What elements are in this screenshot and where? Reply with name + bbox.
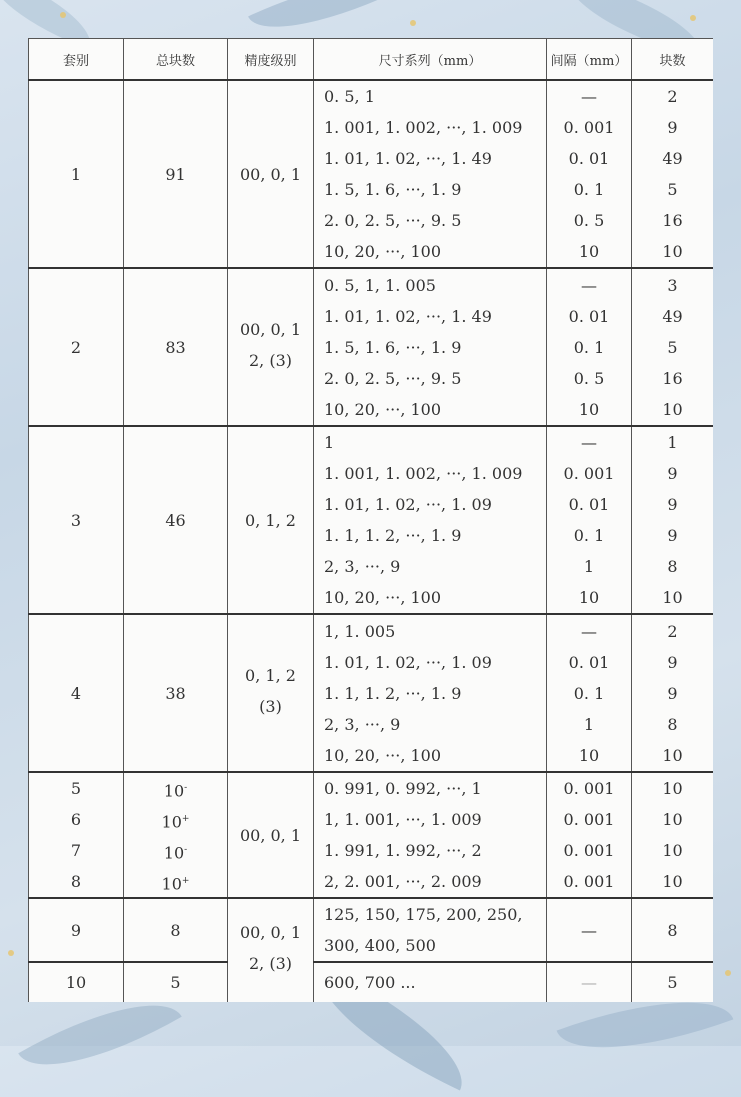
count-text: 5 xyxy=(667,337,678,357)
count-text: 10 xyxy=(662,242,683,261)
interval-text: 1 xyxy=(583,714,595,734)
total-text xyxy=(124,866,227,897)
set-cell: 1 xyxy=(29,80,124,268)
set-cell: 2 xyxy=(29,268,124,426)
interval-text: 0. 001 xyxy=(563,841,615,860)
total-cell: 83 xyxy=(124,268,228,426)
series-text: 1. 01, 1. 02, ···, 1. 09 xyxy=(324,652,492,672)
total-value: 10 xyxy=(163,843,185,863)
table-header-row xyxy=(29,39,714,81)
count-text: 3 xyxy=(667,275,678,295)
set-cell: 4 xyxy=(29,614,124,772)
total-cell xyxy=(124,772,228,898)
series-cell xyxy=(314,898,547,962)
grade-cell xyxy=(228,614,314,772)
series-text: 1. 01, 1. 02, ···, 1. 09 xyxy=(324,495,492,514)
series-cell xyxy=(314,426,547,614)
grade-cell: 0, 1, 2 xyxy=(228,426,314,614)
series-text: 1. 01, 1. 02, ···, 1. 49 xyxy=(324,149,492,168)
table-row xyxy=(29,962,714,1002)
series-text: 1 xyxy=(324,433,335,452)
header-interval: 间隔（mm） xyxy=(547,39,632,81)
series-text: 1. 991, 1. 992, ···, 2 xyxy=(324,841,482,860)
count-text: 10 xyxy=(662,588,683,607)
interval-text: 0. 1 xyxy=(573,337,605,357)
interval-text: 0. 001 xyxy=(563,872,615,891)
series-text: 2, 3, ···, 9 xyxy=(324,557,401,576)
interval-cell xyxy=(547,80,632,268)
count-text: 8 xyxy=(667,714,678,734)
header-count: 块数 xyxy=(632,39,714,81)
count-cell xyxy=(632,80,714,268)
gauge-block-table xyxy=(28,38,713,1002)
interval-cell xyxy=(547,426,632,614)
interval-text: 0. 01 xyxy=(568,306,610,326)
total-text xyxy=(124,804,227,835)
count-text: 16 xyxy=(662,368,683,388)
interval-text: 0. 1 xyxy=(573,180,605,199)
table-row xyxy=(29,426,714,614)
total-cell: 91 xyxy=(124,80,228,268)
count-text: 9 xyxy=(667,118,678,137)
count-text: 10 xyxy=(662,745,683,765)
count-text: 10 xyxy=(662,779,683,798)
sign-mark: + xyxy=(181,814,190,824)
interval-text: 10 xyxy=(578,745,600,765)
total-value: 10 xyxy=(163,781,185,801)
interval-text: — xyxy=(581,275,597,295)
grade-cell: 00, 0, 1 xyxy=(228,80,314,268)
interval-text: 0. 01 xyxy=(568,149,610,168)
series-cell xyxy=(314,268,547,426)
count-text: 16 xyxy=(662,211,683,230)
header-total: 总块数 xyxy=(124,39,228,81)
series-text: 10, 20, ···, 100 xyxy=(324,745,442,765)
series-text: 0. 5, 1, 1. 005 xyxy=(324,275,436,295)
series-text: 10, 20, ···, 100 xyxy=(324,399,442,419)
table-row xyxy=(29,80,714,268)
set-text: 6 xyxy=(70,810,82,829)
series-text: 1. 001, 1. 002, ···, 1. 009 xyxy=(324,464,523,483)
interval-text: 0. 001 xyxy=(563,464,615,483)
total-cell: 8 xyxy=(124,898,228,962)
count-text: 49 xyxy=(662,306,683,326)
interval-text: 0. 01 xyxy=(568,495,610,514)
series-text: 125, 150, 175, 200, 250, xyxy=(324,905,523,924)
series-text: 1. 1, 1. 2, ···, 1. 9 xyxy=(324,683,462,703)
grade-cell: 00, 0, 1 xyxy=(228,772,314,898)
set-text: 7 xyxy=(70,841,82,860)
table-row xyxy=(29,898,714,962)
interval-cell xyxy=(547,268,632,426)
count-text: 10 xyxy=(662,810,683,829)
series-text: 0. 5, 1 xyxy=(324,87,375,106)
series-text: 0. 991, 0. 992, ···, 1 xyxy=(324,779,482,798)
set-cell: 10 xyxy=(29,962,124,1002)
total-cell: 46 xyxy=(124,426,228,614)
series-cell: 600, 700 ... xyxy=(314,962,547,1002)
interval-text: 10 xyxy=(578,399,600,419)
interval-text: 0. 001 xyxy=(563,810,615,829)
count-text: 9 xyxy=(667,464,678,483)
interval-text: 0. 5 xyxy=(573,368,605,388)
set-text: 5 xyxy=(70,779,82,798)
series-text: 1, 1. 005 xyxy=(324,621,396,641)
header-set: 套别 xyxy=(29,39,124,81)
interval-text: 10 xyxy=(578,588,600,607)
table-row xyxy=(29,772,714,898)
count-text: 10 xyxy=(662,872,683,891)
set-cell: 9 xyxy=(29,898,124,962)
count-cell xyxy=(632,426,714,614)
count-text: 9 xyxy=(667,652,678,672)
total-value: 10 xyxy=(161,874,182,894)
count-cell xyxy=(632,614,714,772)
total-value: 10 xyxy=(161,812,182,832)
grade-cell xyxy=(228,268,314,426)
count-text: 2 xyxy=(667,87,678,106)
series-text: 10, 20, ···, 100 xyxy=(324,242,442,261)
series-text: 2. 0, 2. 5, ···, 9. 5 xyxy=(324,211,462,230)
interval-text: 0. 001 xyxy=(563,779,615,798)
gauge-block-table-page xyxy=(28,38,713,1002)
interval-text: 0. 01 xyxy=(568,652,610,672)
series-text: 1. 01, 1. 02, ···, 1. 49 xyxy=(324,306,492,326)
series-cell xyxy=(314,80,547,268)
header-grade: 精度级别 xyxy=(228,39,314,81)
count-text: 9 xyxy=(667,526,678,545)
count-cell: 8 xyxy=(632,898,714,962)
count-text: 9 xyxy=(667,683,678,703)
interval-text: — xyxy=(581,87,597,106)
total-cell: 5 xyxy=(124,962,228,1002)
interval-cell: — xyxy=(547,898,632,962)
count-text: 9 xyxy=(667,495,678,514)
sign-mark: - xyxy=(184,845,188,855)
count-text: 1 xyxy=(667,433,678,452)
interval-cell xyxy=(547,772,632,898)
grade-line: 2, (3) xyxy=(248,351,292,370)
series-text: 10, 20, ···, 100 xyxy=(324,588,442,607)
table-row xyxy=(29,268,714,426)
count-cell: 5 xyxy=(632,962,714,1002)
interval-cell xyxy=(547,614,632,772)
table-row xyxy=(29,614,714,772)
total-text xyxy=(124,773,227,804)
total-cell: 38 xyxy=(124,614,228,772)
series-text: 1. 5, 1. 6, ···, 1. 9 xyxy=(324,180,462,199)
count-text: 10 xyxy=(662,399,683,419)
series-text: 2. 0, 2. 5, ···, 9. 5 xyxy=(324,368,462,388)
interval-text: 10 xyxy=(578,242,600,261)
sign-mark: - xyxy=(184,783,188,793)
series-text: 2, 3, ···, 9 xyxy=(324,714,401,734)
interval-text: 0. 1 xyxy=(573,683,605,703)
interval-text: 0. 5 xyxy=(573,211,605,230)
grade-cell xyxy=(228,898,314,1002)
count-text: 2 xyxy=(667,621,678,641)
set-text: 8 xyxy=(70,872,82,891)
total-text xyxy=(124,835,227,866)
count-cell xyxy=(632,268,714,426)
grade-line: 0, 1, 2 xyxy=(245,666,296,685)
interval-cell: — xyxy=(547,962,632,1002)
series-text: 1. 5, 1. 6, ···, 1. 9 xyxy=(324,337,462,357)
set-cell: 3 xyxy=(29,426,124,614)
series-text: 1. 001, 1. 002, ···, 1. 009 xyxy=(324,118,523,137)
set-cell xyxy=(29,772,124,898)
count-cell xyxy=(632,772,714,898)
interval-text: — xyxy=(581,621,597,641)
interval-text: 0. 1 xyxy=(573,526,605,545)
interval-text: 0. 001 xyxy=(563,118,615,137)
count-text: 49 xyxy=(662,149,683,168)
count-text: 8 xyxy=(667,557,678,576)
interval-text: 1 xyxy=(583,557,595,576)
series-cell xyxy=(314,614,547,772)
interval-text: — xyxy=(581,433,597,452)
count-text: 10 xyxy=(662,841,683,860)
sign-mark: + xyxy=(181,876,190,886)
grade-line: 2, (3) xyxy=(248,954,292,974)
grade-line: 00, 0, 1 xyxy=(239,923,302,943)
grade-line: (3) xyxy=(259,697,282,716)
series-text: 1. 1, 1. 2, ···, 1. 9 xyxy=(324,526,462,545)
grade-line: 00, 0, 1 xyxy=(239,320,302,339)
series-cell xyxy=(314,772,547,898)
count-text: 5 xyxy=(667,180,678,199)
series-text: 1, 1. 001, ···, 1. 009 xyxy=(324,810,482,829)
series-text: 2, 2. 001, ···, 2. 009 xyxy=(324,872,482,891)
header-series: 尺寸系列（mm） xyxy=(314,39,547,81)
series-text: 300, 400, 500 xyxy=(324,936,436,955)
